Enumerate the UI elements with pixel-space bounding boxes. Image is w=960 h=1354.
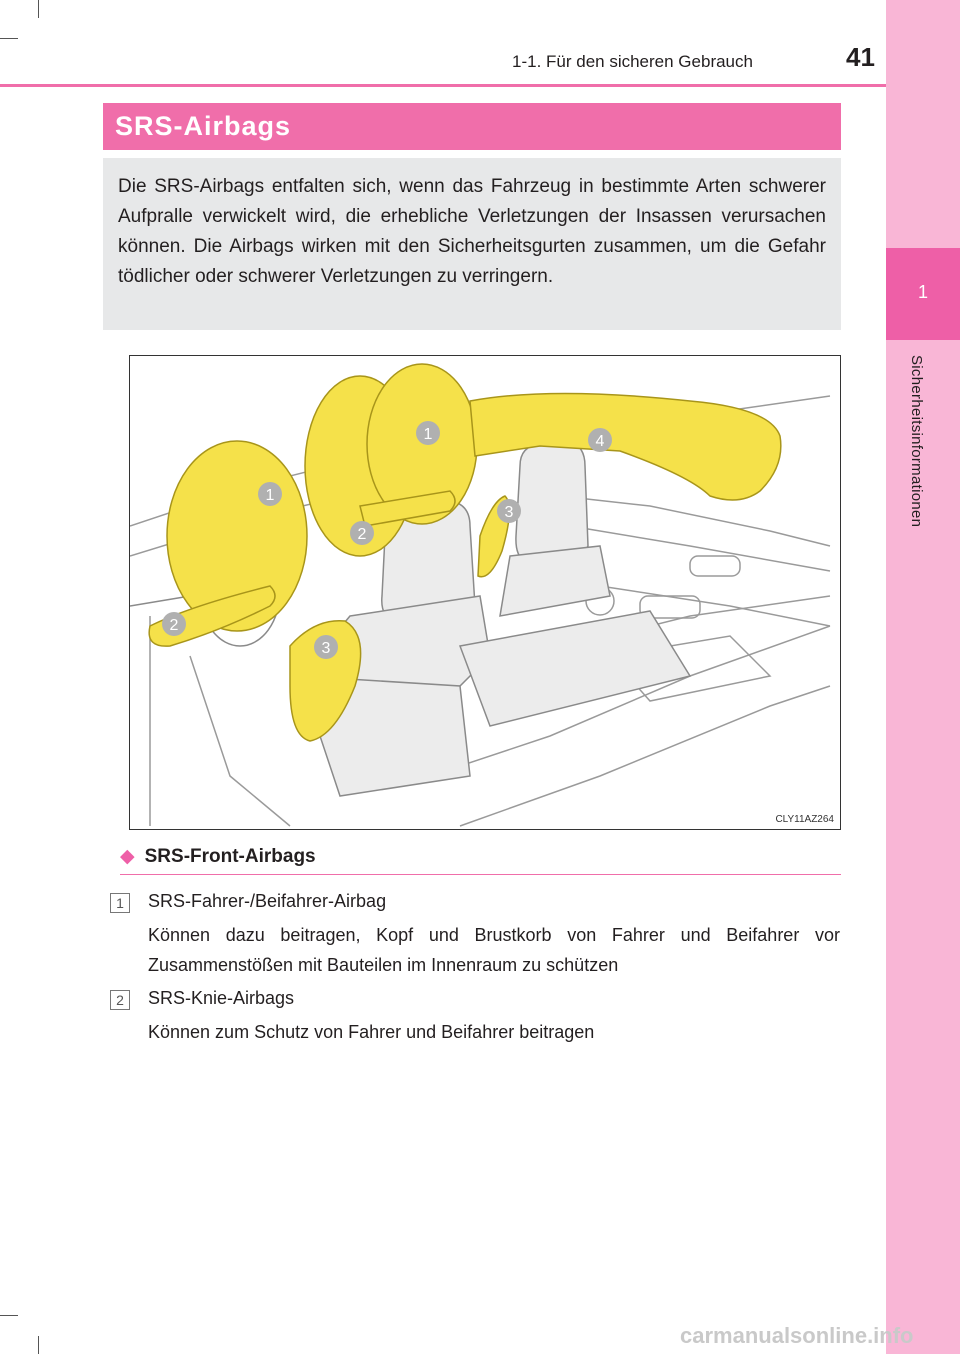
airbag-illustration: [129, 355, 841, 830]
item-name: SRS-Fahrer-/Beifahrer-Airbag: [148, 891, 387, 911]
callout-1a: [258, 482, 282, 506]
item-description: Können dazu beitragen, Kopf und Brustkorb von Fahrer und Beifahrer vor Zusammenstößen mit Bauteilen im Innenraum zu schützen: [148, 925, 840, 975]
callout-4: [588, 428, 612, 452]
svg-text:3: 3: [321, 640, 331, 657]
crop-mark: [38, 1336, 39, 1354]
chapter-title: Sicherheitsinformationen: [908, 355, 925, 528]
svg-text:1: 1: [423, 426, 433, 443]
title-bar: [103, 103, 841, 150]
item-number-badge: 2: [110, 990, 130, 1010]
page-number: 41: [846, 42, 875, 72]
item-description: Können zum Schutz von Fahrer und Beifahrer beitragen: [148, 1022, 595, 1042]
svg-text:1: 1: [265, 487, 275, 504]
chapter-number: 1: [917, 282, 928, 302]
car-interior-drawing: [130, 356, 841, 830]
list-item: [110, 988, 840, 1048]
callout-3b: [497, 499, 521, 523]
svg-text:2: 2: [169, 617, 179, 634]
callout-2b: [350, 521, 374, 545]
item-name: SRS-Knie-Airbags: [148, 988, 295, 1008]
header-rule: [0, 84, 886, 87]
list-item: [110, 891, 840, 981]
subsection-heading: [120, 845, 316, 868]
watermark: carmanualsonline.info: [680, 1323, 914, 1348]
callout-2a: [162, 612, 186, 636]
svg-text:4: 4: [595, 433, 605, 450]
intro-box: [103, 158, 841, 330]
item-number-badge: 1: [110, 893, 130, 913]
page-title: SRS-Airbags: [115, 111, 292, 141]
diamond-bullet-icon: ◆: [120, 846, 135, 867]
callout-1b: [416, 421, 440, 445]
crop-mark: [38, 0, 39, 18]
section-label: 1-1. Für den sicheren Gebrauch: [512, 52, 753, 71]
crop-mark: [0, 38, 18, 39]
intro-text: Die SRS-Airbags entfalten sich, wenn das Fahrzeug in bestimmte Arten schwerer Aufpralle verwickelt wird, die erhebliche Verletzungen der Insassen verursachen können. Die Airbags wirken mit den Sicherheitsgurten zusammen, um die Gefahr tödlicher oder schwerer Verletzungen zu verringern.: [118, 176, 826, 287]
subsection-rule: [120, 874, 841, 875]
svg-text:2: 2: [357, 526, 367, 543]
callout-3a: [314, 635, 338, 659]
chapter-side-tab: [886, 0, 960, 1354]
svg-text:3: 3: [504, 504, 514, 521]
subsection-heading-text: SRS-Front-Airbags: [144, 846, 316, 867]
crop-mark: [0, 1315, 18, 1316]
figure-code: CLY11AZ264: [775, 814, 834, 825]
